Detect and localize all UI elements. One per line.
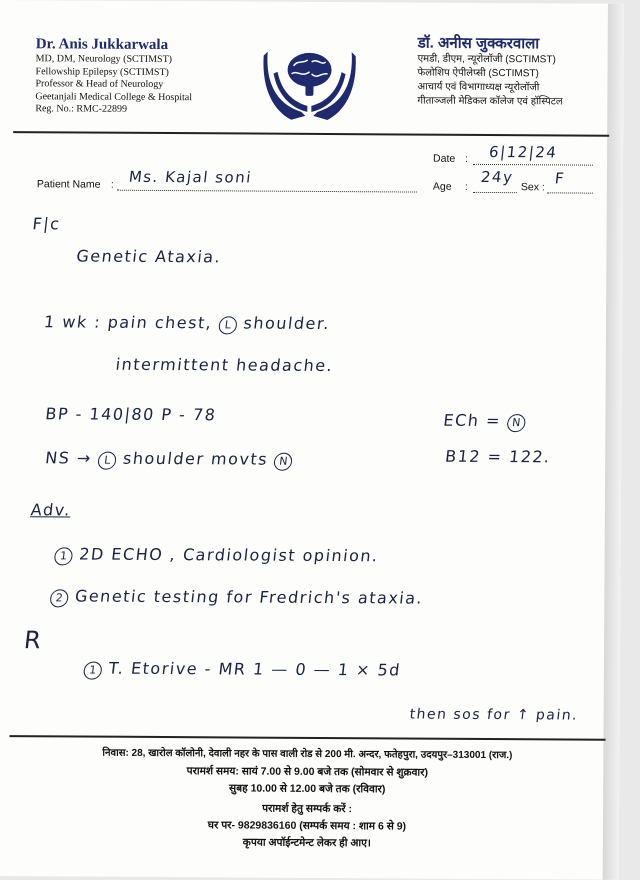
number-circle-icon: 2 xyxy=(49,589,69,607)
sex-label: Sex : xyxy=(520,181,545,194)
age-colon: : xyxy=(464,180,468,193)
credential-line-hindi: गीताञ्जली मेडिकल कॉलेज एवं हॉस्पिटल xyxy=(417,95,563,108)
appointment-note: कृपया अपॉईन्टमेन्ट लेकर ही आए। xyxy=(242,836,371,850)
vitals-text: BP - 140|80 P - 78 xyxy=(44,404,218,425)
advice-heading: Adv. xyxy=(29,500,73,520)
doctor-name-hindi: डॉ. अनीस जुक्करवाला xyxy=(417,34,540,53)
doctor-info-english xyxy=(35,36,192,116)
age-label: Age xyxy=(432,180,452,193)
doctor-info-hindi xyxy=(417,33,563,110)
neuro-exam-text: NS → L shoulder movts N xyxy=(44,448,294,470)
medication-line: 1 T. Etorive - MR 1 — 0 — 1 × 5d xyxy=(83,659,402,682)
normal-circle-icon: N xyxy=(506,414,526,432)
date-label: Date xyxy=(433,152,456,165)
left-circle-icon: L xyxy=(97,452,117,470)
followup-note: F|c xyxy=(31,214,62,234)
contact-phone: घर पर- 9829836160 (सम्पर्क समय : शाम 6 से 9) xyxy=(207,819,407,833)
advice-item-1: 1 2D ECHO , Cardiologist opinion. xyxy=(53,544,379,567)
doctor-name-english: Dr. Anis Jukkarwala xyxy=(35,36,169,54)
number-circle-icon: 1 xyxy=(83,662,103,680)
rx-symbol: R xyxy=(22,626,44,655)
advice-item-2: 2 Genetic testing for Fredrich's ataxia. xyxy=(49,586,424,609)
medication-instruction: then sos for ↑ pain. xyxy=(408,706,579,724)
credential-line-hindi: एमडी, डीएम, न्यूरोलॉजी (SCTIMST) xyxy=(417,53,556,66)
consultation-timing-weekday: परामर्श समय: सायं 7.00 से 9.00 बजे तक (सोमवार से शुक्रवार) xyxy=(186,765,428,779)
normal-circle-icon: N xyxy=(273,453,293,471)
patient-name-label: Patient Name xyxy=(36,178,101,191)
b12-result: B12 = 122. xyxy=(444,446,552,467)
clinic-address: निवास: 28, खारोल कॉलोनी, देवाली नहर के पास वाली रोड से 200 मी. अन्दर, फतेहपुरा, उदयपुर–313001 (राज.) xyxy=(102,747,513,762)
credential-line: Geetanjali Medical College & Hospital xyxy=(35,90,193,103)
patient-colon: : xyxy=(110,178,114,191)
contact-heading: परामर्श हेतु सम्पर्क करें : xyxy=(262,802,353,816)
credential-line-hindi: फेलोशिप ऐपीलेप्सी (SCTIMST) xyxy=(417,67,539,80)
credential-line-hindi: आचार्य एवं विभागाध्यक्ष न्यूरोलॉजी xyxy=(417,81,540,94)
date-value: 6|12|24 xyxy=(488,142,559,162)
history-line-1: 1 wk : pain chest, L shoulder. xyxy=(43,312,332,334)
left-circle-icon: L xyxy=(218,316,238,334)
patient-name-value: Ms. Kajal soni xyxy=(127,167,253,187)
credential-line: MD, DM, Neurology (SCTIMST) xyxy=(35,53,173,66)
number-circle-icon: 1 xyxy=(53,547,73,565)
credential-line: Professor & Head of Neurology xyxy=(35,78,164,90)
date-colon: : xyxy=(465,152,468,165)
consultation-timing-sunday: सुबह 10.00 से 12.00 बजे तक (रविवार) xyxy=(228,782,386,796)
registration-number: Reg. No.: RMC-22899 xyxy=(35,103,128,115)
history-line-2: intermittent headache. xyxy=(114,354,335,376)
brain-in-hands-icon xyxy=(261,42,357,125)
diagnosis-text: Genetic Ataxia. xyxy=(75,246,223,267)
footer-divider xyxy=(10,735,606,740)
header-divider xyxy=(13,131,609,136)
credential-line: Fellowship Epilepsy (SCTIMST) xyxy=(35,65,169,78)
sex-value: F xyxy=(553,169,567,188)
age-value: 24y xyxy=(479,167,515,187)
ecg-result: ECh = N xyxy=(442,411,526,432)
